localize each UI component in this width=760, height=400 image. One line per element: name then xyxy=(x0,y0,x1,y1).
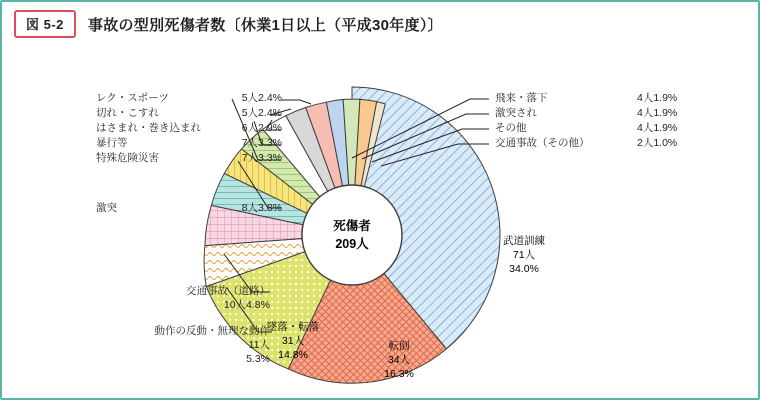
slice-label-budo-name: 武道訓練 xyxy=(503,235,545,247)
slice-label-tenraku-pct: 14.8% xyxy=(278,349,308,361)
callout-kire-name: 切れ・こすれ xyxy=(96,107,159,119)
callout-hasamare-name: はさまれ・巻き込まれ xyxy=(96,122,201,134)
callout-sonota-value: 4人1.9% xyxy=(637,122,678,134)
callout-kotsu-sonota-value: 2人1.0% xyxy=(637,137,678,149)
callout-gekitotsu-value: 8人3.8% xyxy=(241,202,282,214)
callout-dousa-value: 11人 xyxy=(248,339,270,351)
callout-kotsu-doro-value: 10人4.8% xyxy=(223,299,270,311)
callout-sonota-name: その他 xyxy=(495,122,527,134)
page-title: 事故の型別死傷者数〔休業1日以上（平成30年度）〕 xyxy=(87,16,443,34)
callout-kotsu-doro-name: 交通事故（道路） xyxy=(186,285,270,297)
figure-header xyxy=(14,10,443,38)
pie-chart xyxy=(0,42,760,398)
callout-hirai-name: 飛来・落下 xyxy=(495,92,548,104)
callout-rec-sports-name: レク・スポーツ xyxy=(96,92,169,104)
callout-dousa-pct: 5.3% xyxy=(246,353,270,365)
slice-label-tenraku-count: 31人 xyxy=(281,335,305,347)
callout-boukou-name: 暴行等 xyxy=(96,137,128,149)
center-label-line2: 209人 xyxy=(335,237,369,251)
center-label-line1: 死傷者 xyxy=(333,219,371,233)
callout-gekitotsusare-value: 4人1.9% xyxy=(637,107,678,119)
slice-label-budo-count: 71人 xyxy=(512,249,536,261)
callout-rec-sports-value: 5人2.4% xyxy=(241,92,282,104)
slice-label-tento-count: 34人 xyxy=(387,354,411,366)
callout-gekitotsu-name: 激突 xyxy=(96,202,117,214)
callout-tokushu-name: 特殊危険災害 xyxy=(96,152,159,164)
callout-gekitotsusare-name: 激突され xyxy=(495,107,537,119)
figure-number-badge: 図 5-2 xyxy=(14,10,76,38)
callout-dousa-name: 動作の反動・無理な動作 xyxy=(154,325,270,337)
callout-kotsu-sonota-name: 交通事故（その他） xyxy=(495,137,590,149)
callout-tokushu-value: 7人3.3% xyxy=(241,152,282,164)
callout-boukou-value: 7人3.3% xyxy=(241,137,282,149)
center-hole xyxy=(302,185,402,285)
callout-hasamare-value: 6人2.9% xyxy=(241,122,282,134)
slice-label-tento-name: 転倒 xyxy=(388,340,410,352)
slice-label-budo-pct: 34.0% xyxy=(509,263,539,275)
slice-label-tento-pct: 16.3% xyxy=(384,368,414,380)
callout-hirai-value: 4人1.9% xyxy=(637,92,678,104)
slice-label-tenraku-name: 墜落・転落 xyxy=(266,321,320,333)
callout-kire-value: 5人2.4% xyxy=(241,107,282,119)
